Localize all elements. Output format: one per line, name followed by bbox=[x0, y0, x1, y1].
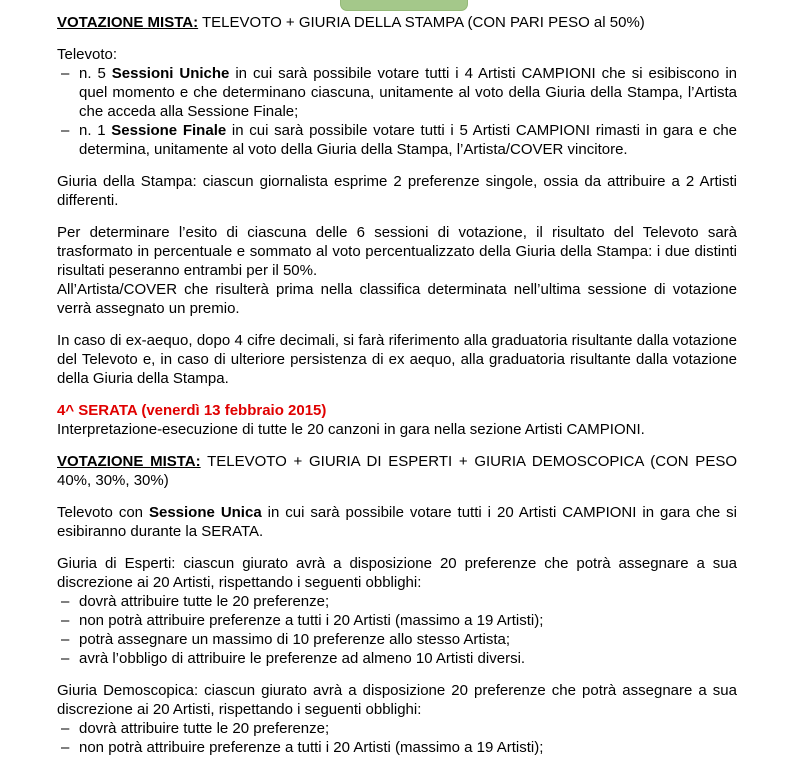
list-item bbox=[57, 719, 737, 738]
list-item-text-post: in cui sarà possibile votare tutti i 5 Artisti CAMPIONI rimasti in gara e che determina, unitamente al voto della Giuria della Stampa, l’Artista/COVER vincitore. bbox=[79, 122, 737, 158]
list-item bbox=[57, 592, 737, 611]
paragraph-sessione-unica-post: in cui sarà possibile votare tutti i 20 Artisti CAMPIONI in gara che si esibiranno durante la SERATA. bbox=[57, 504, 737, 540]
bullet-dash: – bbox=[61, 65, 70, 82]
bullet-dash: – bbox=[61, 739, 70, 756]
list-item bbox=[57, 64, 737, 121]
list-item bbox=[57, 121, 737, 159]
list-item bbox=[57, 649, 737, 668]
list-item-text: non potrà attribuire preferenze a tutti i 20 Artisti (massimo a 19 Artisti); bbox=[79, 612, 544, 629]
bullet-dash: – bbox=[61, 612, 70, 629]
paragraph-sessione-unica-bold: Sessione Unica bbox=[148, 504, 262, 521]
demoscopica-bullet-list bbox=[57, 719, 737, 757]
list-item bbox=[57, 630, 737, 649]
paragraph-sessione-unica bbox=[57, 503, 737, 541]
votazione-mista-heading-1 bbox=[57, 13, 737, 32]
list-item-text: dovrà attribuire tutte le 20 preferenze; bbox=[79, 720, 330, 737]
paragraph-premio: All’Artista/COVER che risulterà prima nella classifica determinata nell’ultima sessione di votazione verrà assegnato un premio. bbox=[57, 281, 737, 317]
serata-subtitle: Interpretazione-esecuzione di tutte le 20 canzoni in gara nella sezione Artisti CAMPIONI. bbox=[57, 421, 645, 438]
bullet-dash: – bbox=[61, 720, 70, 737]
paragraph-ex-aequo: In caso di ex-aequo, dopo 4 cifre decimali, si farà riferimento alla graduatoria risultante dalla votazione del Televoto e, in caso di ulteriore persistenza di ex aequo, alla graduatoria risultante dalla votazione della Giuria della Stampa. bbox=[57, 332, 737, 387]
televoto-label: Televoto: bbox=[57, 46, 118, 63]
green-pill-button[interactable] bbox=[340, 0, 468, 11]
list-item-text: dovrà attribuire tutte le 20 preferenze; bbox=[79, 593, 330, 610]
votazione-mista-heading-2 bbox=[57, 452, 737, 490]
bullet-dash: – bbox=[61, 631, 70, 648]
list-item-text: non potrà attribuire preferenze a tutti i 20 Artisti (massimo a 19 Artisti); bbox=[79, 739, 544, 756]
list-item-text-pre: n. 1 bbox=[79, 122, 112, 139]
list-item-text-bold: Sessione Finale bbox=[111, 122, 227, 139]
votazione-mista-1-text: TELEVOTO + GIURIA DELLA STAMPA (CON PARI PESO al 50%) bbox=[198, 14, 645, 31]
list-item-text-pre: n. 5 bbox=[79, 65, 112, 82]
list-item bbox=[57, 611, 737, 630]
paragraph-giuria-esperti: Giuria di Esperti: ciascun giurato avrà a disposizione 20 preferenze che potrà assegnare a sua discrezione ai 20 Artisti, rispettando i seguenti obblighi: bbox=[57, 555, 737, 591]
esperti-bullet-list bbox=[57, 592, 737, 668]
paragraph-sessione-unica-pre: Televoto con bbox=[57, 504, 149, 521]
bullet-dash: – bbox=[61, 593, 70, 610]
paragraph-determinare-esito: Per determinare l’esito di ciascuna delle 6 sessioni di votazione, il risultato del Televoto sarà trasformato in percentuale e sommato al voto percentualizzato della Giuria della Stampa: i due distinti risultati peseranno entrambi per il 50%. bbox=[57, 224, 737, 279]
list-item-text bbox=[79, 64, 737, 121]
list-item-text bbox=[79, 121, 737, 159]
paragraph-giuria-stampa: Giuria della Stampa: ciascun giornalista esprime 2 preferenze singole, ossia da attribuire a 2 Artisti differenti. bbox=[57, 173, 737, 209]
bullet-dash: – bbox=[61, 122, 70, 139]
votazione-mista-2-label: VOTAZIONE MISTA: bbox=[57, 453, 201, 470]
list-item bbox=[57, 738, 737, 757]
list-item-text: potrà assegnare un massimo di 10 preferenze allo stesso Artista; bbox=[79, 631, 511, 648]
list-item-text: avrà l’obbligo di attribuire le preferenze ad almeno 10 Artisti diversi. bbox=[79, 650, 526, 667]
list-item-text-bold: Sessioni Uniche bbox=[111, 65, 230, 82]
votazione-mista-1-label: VOTAZIONE MISTA: bbox=[57, 14, 199, 31]
paragraph-giuria-demoscopica: Giuria Demoscopica: ciascun giurato avrà a disposizione 20 preferenze che potrà assegnare a sua discrezione ai 20 Artisti, rispettando i seguenti obblighi: bbox=[57, 682, 737, 718]
votazione-mista-2-text: TELEVOTO + GIURIA DI ESPERTI + GIURIA DEMOSCOPICA (CON PESO 40%, 30%, 30%) bbox=[57, 453, 737, 489]
televoto-bullet-list bbox=[57, 64, 737, 159]
list-item-text-post: in cui sarà possibile votare tutti i 4 Artisti CAMPIONI che si esibiscono in quel momento e che determinano ciascuna, unitamente al voto della Giuria della Stampa, l’Artista che acceda alla Sessione Finale; bbox=[79, 65, 738, 120]
bullet-dash: – bbox=[61, 650, 70, 667]
serata-heading: 4^ SERATA (venerdì 13 febbraio 2015) bbox=[57, 402, 327, 419]
